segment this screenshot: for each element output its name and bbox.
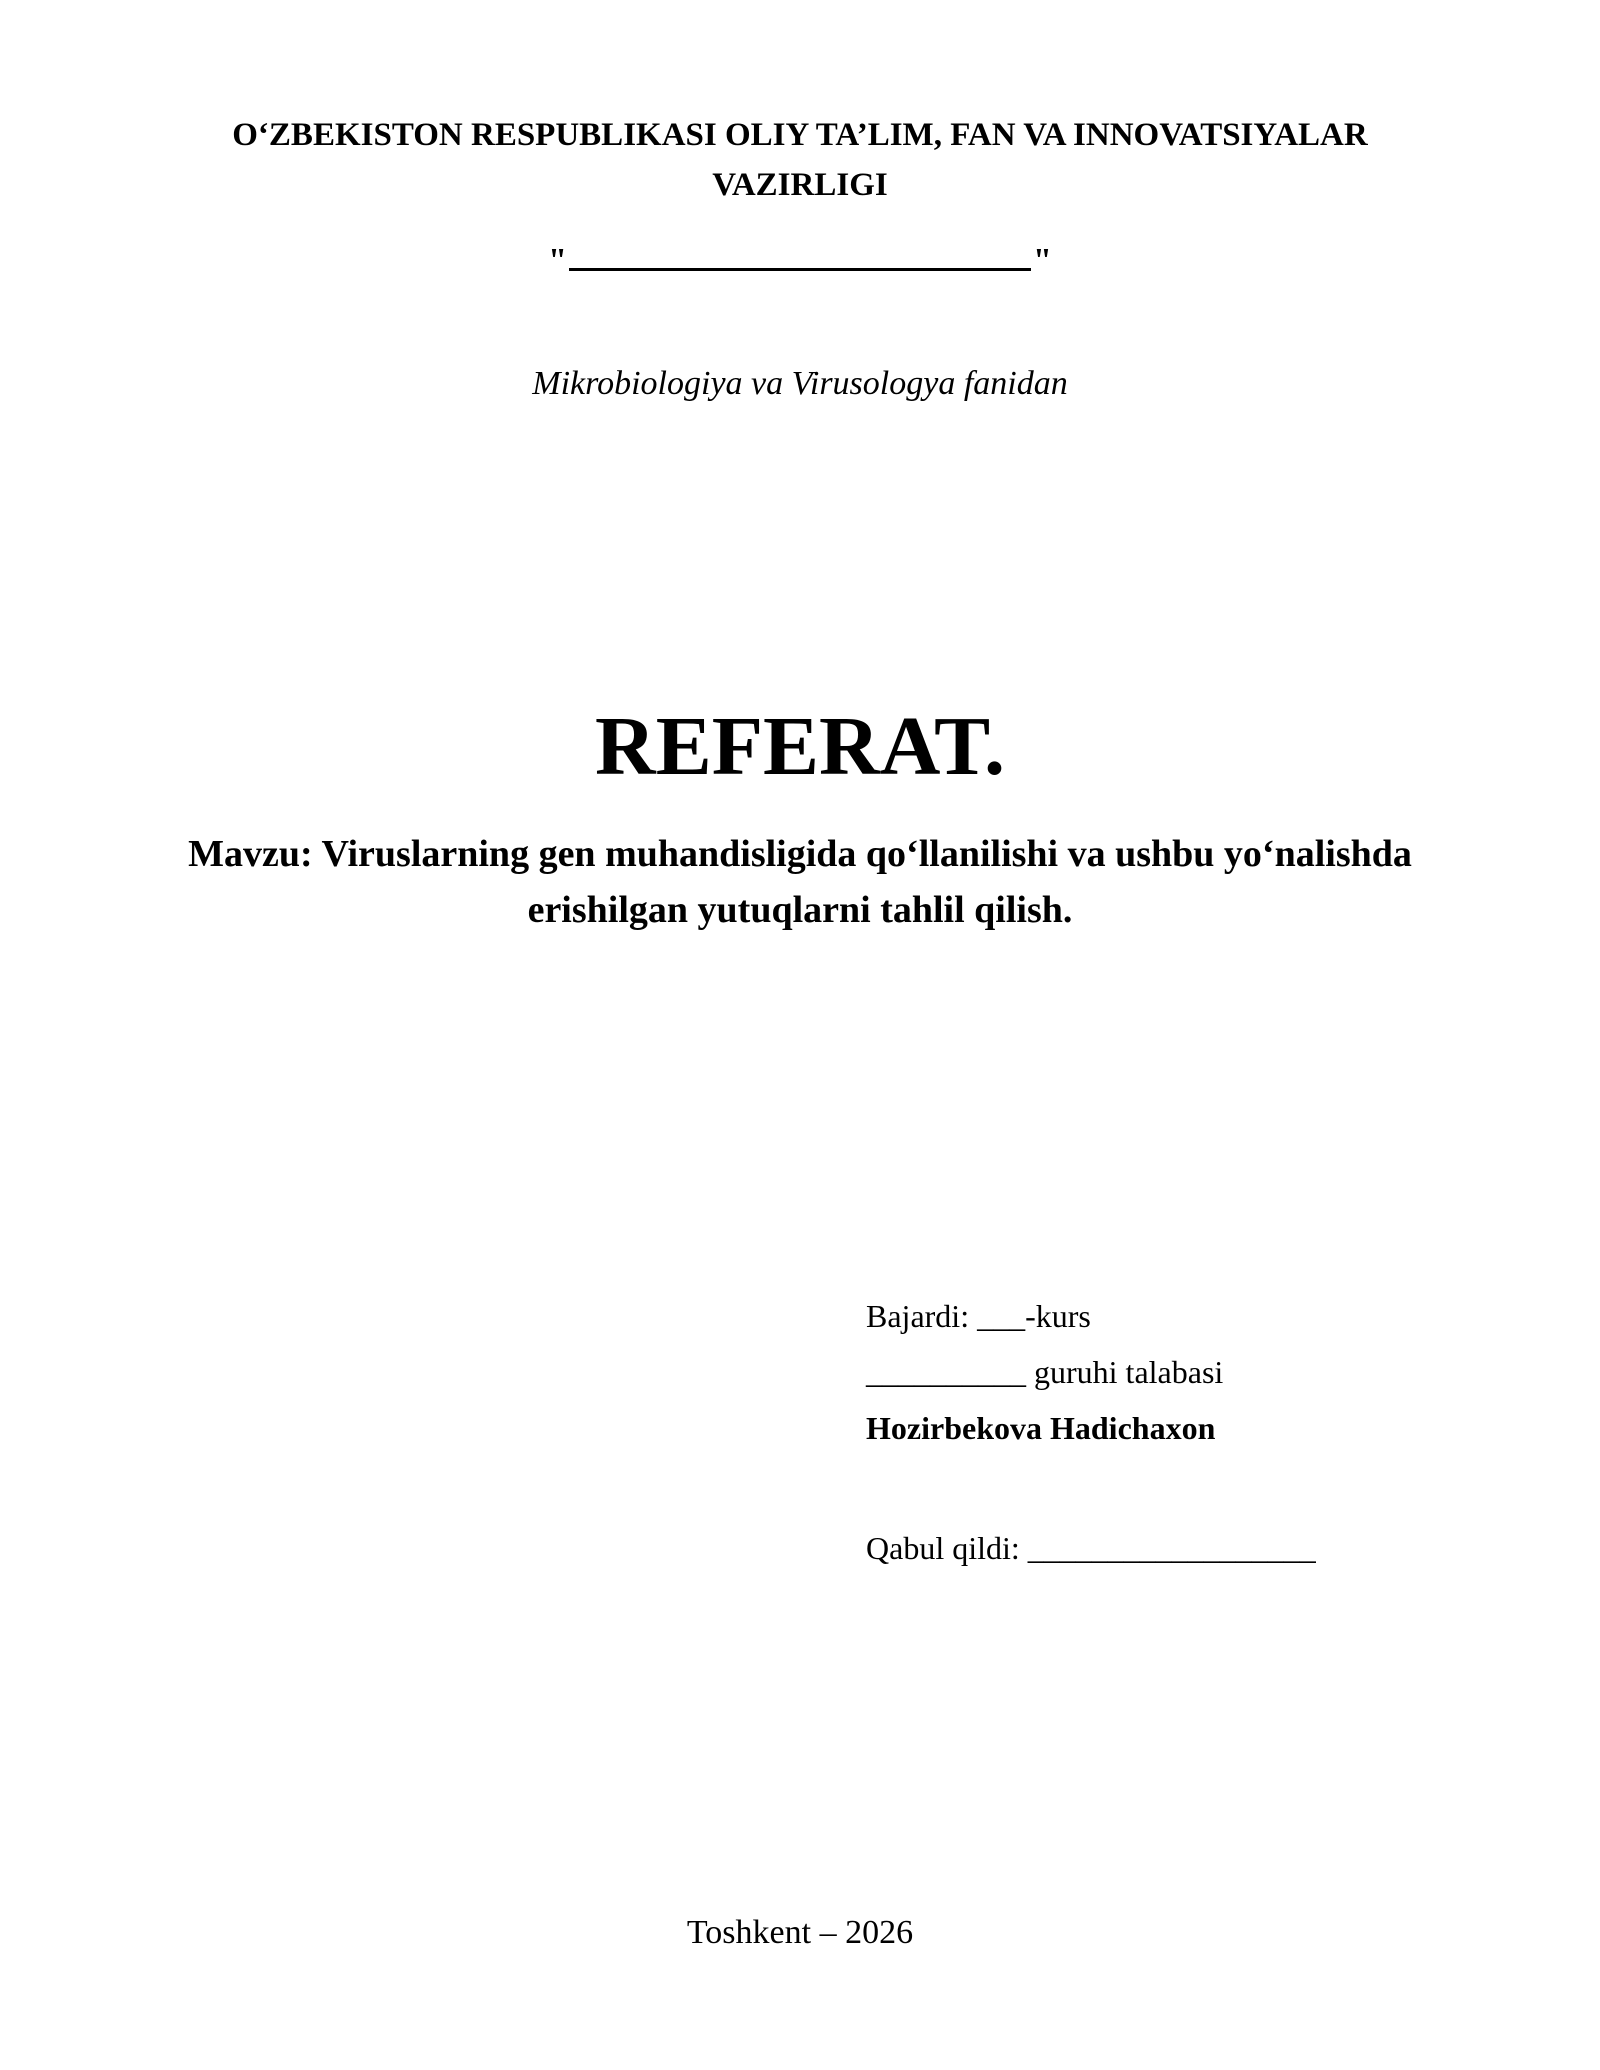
ministry-line-2: VAZIRLIGI bbox=[712, 167, 888, 203]
document-title: REFERAT. bbox=[595, 700, 1005, 793]
topic-heading bbox=[110, 826, 1490, 938]
performed-by-line: Bajardi: ___-kurs bbox=[866, 1298, 1091, 1334]
subject-line: Mikrobiologiya va Virusologya fanidan bbox=[532, 365, 1068, 402]
topic-line-2: erishilgan yutuqlarni tahlil qilish. bbox=[527, 889, 1073, 931]
student-name: Hozirbekova Hadichaxon bbox=[866, 1410, 1216, 1446]
accepted-by-line: Qabul qildi: __________________ bbox=[866, 1530, 1316, 1566]
institution-open-quote: " bbox=[548, 242, 567, 279]
institution-close-quote: " bbox=[1033, 242, 1052, 279]
ministry-header bbox=[0, 110, 1600, 210]
city-year-footer: Toshkent – 2026 bbox=[686, 1914, 914, 1951]
author-info bbox=[866, 1288, 1316, 1576]
institution-name-field bbox=[0, 228, 1600, 289]
group-line: __________ guruhi talabasi bbox=[866, 1354, 1224, 1390]
institution-blank-line bbox=[569, 228, 1031, 271]
topic-line-1: Mavzu: Viruslarning gen muhandisligida qo‘llanilishi va ushbu yo‘nalishda bbox=[188, 833, 1412, 875]
ministry-line-1: O‘ZBEKISTON RESPUBLIKASI OLIY TA’LIM, FAN VA INNOVATSIYALAR bbox=[232, 117, 1368, 153]
